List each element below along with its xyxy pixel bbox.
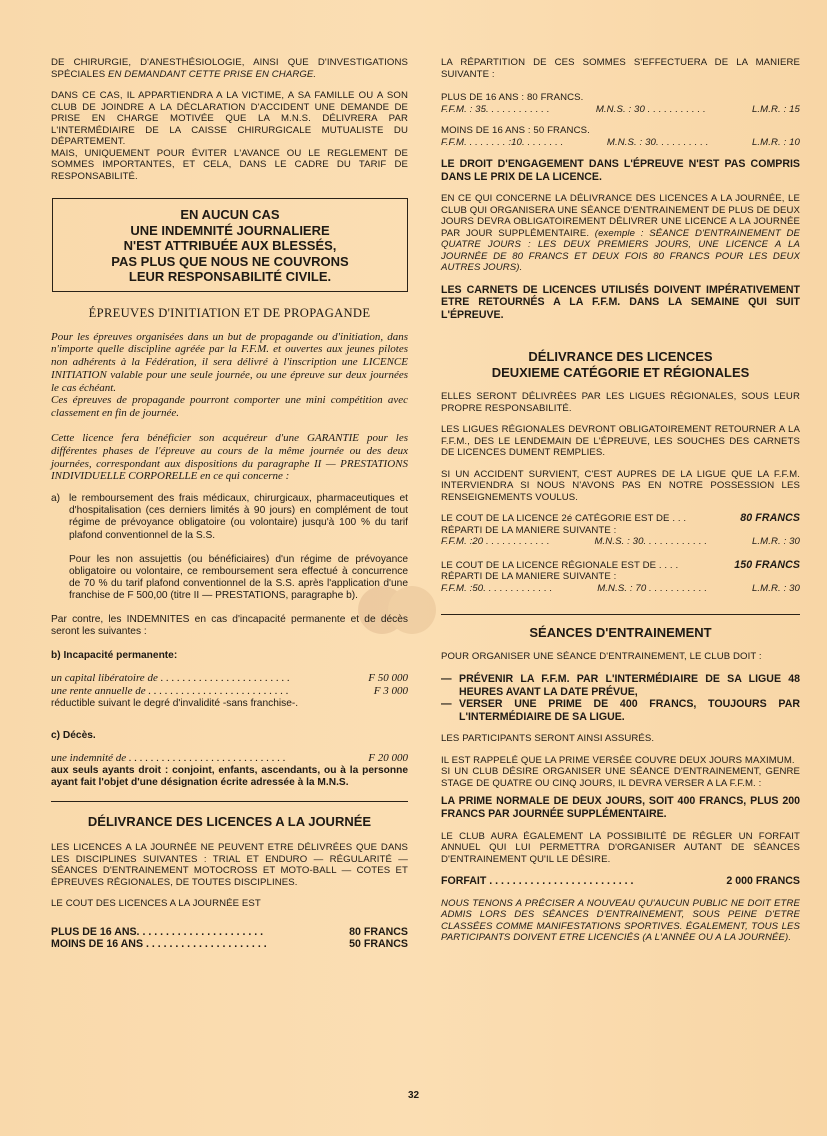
paragraph: Ces épreuves de propagande pourront comporter une mini compétition avec classement en fin de journée.: [51, 394, 408, 420]
paragraph: Pour les épreuves organisées dans un but de propagande ou d'initiation, dans n'importe quelle discipline agréée par la F.F.M. et ouvertes aux jeunes pilotes non adhérents à la Fédération, il sera délivré à l'inscription une LICENCE INITIATION valable pour une seule journée, ou une épreuve sur deux journées le cas échéant.: [51, 330, 408, 394]
paragraph: ELLES SERONT DÉLIVRÉES PAR LES LIGUES RÉGIONALES, SOUS LEUR PROPRE RESPONSABILITÉ.: [441, 391, 800, 414]
left-column: [51, 57, 408, 951]
paragraph: NOUS TENONS A PRÉCISER A NOUVEAU QU'AUCUN PUBLIC NE DOIT ETRE ADMIS LORS DES SÉANCES D'ENTRAINEMENT, SOUS PEINE D'ETRE CLASSÉES COMME MANIFESTATIONS SPORTIVES. ÉGALEMENT, TOUS LES PARTICIPANTS DOIVENT ETRE LICENCIÉS (A L'ANNÉE OU A LA JOURNÉE).: [441, 897, 800, 944]
section-heading-journee: DÉLIVRANCE DES LICENCES A LA JOURNÉE: [87, 814, 372, 830]
list-item: — VERSER UNE PRIME DE 400 FRANCS, TOUJOURS PAR L'INTERMÉDIAIRE DE SA LIGUE.: [441, 698, 800, 723]
list-item-a: a) le remboursement des frais médicaux, chirurgicaux, pharmaceutiques et d'hospitalisation (ces derniers limités à 90 jours) en complément de tout régime de prévoyance obligatoire (ou volontaire) jusqu'à 100 % du tarif plafond conventionnel de la S.S.: [51, 493, 408, 541]
paragraph: LE COUT DES LICENCES A LA JOURNÉE EST: [51, 898, 261, 910]
right-column: [441, 57, 800, 944]
paragraph: DANS CE CAS, IL APPARTIENDRA A LA VICTIME, A SA FAMILLE OU A SON CLUB DE JOINDRE A LA DÉCLARATION D'ACCIDENT UNE DEMANDE DE PRISE EN CHARGE MOTIVÉE QUE LA M.N.S. DÉLIVRERA PAR L'INTERMÉDIAIRE DE LA CAISSE CHIRURGICALE MUTUALISTE DU DÉPARTEMENT.: [51, 90, 408, 147]
price-row: PLUS DE 16 ANS. . . . . . . . . . . . . . . . . . . . . . 80 FRANCS: [51, 925, 408, 938]
warning-line: UNE INDEMNITÉ JOURNALIERE: [130, 222, 330, 238]
subheading-deces: c) Décès.: [51, 729, 96, 741]
paragraph: IL EST RAPPELÉ QUE LA PRIME VERSÉE COUVRE DEUX JOURS MAXIMUM.: [441, 754, 795, 766]
paragraph: LA RÉPARTITION DE CES SOMMES S'EFFECTUERA DE LA MANIERE SUIVANTE :: [441, 57, 800, 80]
section-heading-regionales-sub: DEUXIEME CATÉGORIE ET RÉGIONALES: [491, 365, 750, 381]
warning-line: PAS PLUS QUE NOUS NE COUVRONS: [111, 253, 349, 269]
paragraph: LA PRIME NORMALE DE DEUX JOURS, SOIT 400 FRANCS, PLUS 200 FRANCS PAR JOURNÉE SUPPLÉMENTAIRE.: [441, 795, 800, 820]
page-number: 32: [407, 1090, 420, 1101]
paragraph: LE CLUB AURA ÉGALEMENT LA POSSIBILITÉ DE RÉGLER UN FORFAIT ANNUEL QUI LUI PERMETTRA D'ORGANISER AUTANT DE SÉANCES D'ENTRAINEMENT QU'IL LE DÉSIRE.: [441, 830, 800, 865]
distribution-row: F.F.M. :50. . . . . . . . . . . . . M.N.S. : 70 . . . . . . . . . . . L.M.R. : 30: [441, 582, 800, 594]
distribution-row: F.F.M. : 35. . . . . . . . . . . . M.N.S. : 30 . . . . . . . . . . . L.M.R. : 15: [441, 103, 800, 115]
distribution-row: F.F.M. . . . . . . . :10. . . . . . . . M.N.S. : 30. . . . . . . . . . L.M.R. : 10: [441, 136, 800, 148]
paragraph: Cette licence fera bénéficier son acquéreur d'une GARANTIE pour les différentes phases de l'épreuve au cours de la même journée ou des deux journées, correspondant aux dispositions du paragraphe II — PRESTATIONS INDIVIDUELLE CORPORELLE en ce qui concerne :: [51, 432, 408, 483]
paragraph: Pour les non assujettis (ou bénéficiaires) d'un régime de prévoyance obligatoire ou volontaire, ce remboursement sera effectué à concurrence de 70 % du tarif plafond conventionnel de la S.S. après l'application d'une franchise de F 500,00 (titre II — PRESTATIONS, paragraphe b).: [69, 553, 408, 601]
section-heading-initiation: ÉPREUVES D'INITIATION ET DE PROPAGANDE: [88, 305, 371, 320]
paragraph: MOINS DE 16 ANS : 50 FRANCS.: [441, 125, 590, 136]
warning-line: N'EST ATTRIBUÉE AUX BLESSÉS,: [123, 238, 337, 253]
paragraph: SI UN ACCIDENT SURVIENT, C'EST AUPRES DE LA LIGUE QUE LA F.F.M. INTERVIENDRA SI NOUS N'AVONS PAS EN NOTRE POSSESSION LES RENSEIGNEMENTS VOULUS.: [441, 468, 800, 503]
paragraph: RÉPARTI DE LA MANIERE SUIVANTE :: [441, 524, 617, 536]
licence-cost-row: LE COUT DE LA LICENCE 2é CATÉGORIE EST DE . . . 80 FRANCS: [441, 512, 800, 525]
paragraph: LES CARNETS DE LICENCES UTILISÉS DOIVENT IMPÉRATIVEMENT ETRE RETOURNÉS A LA F.F.M. DANS LA SEMAINE QUI SUIT L'ÉPREUVE.: [441, 283, 800, 321]
list-item: — PRÉVENIR LA F.F.M. PAR L'INTERMÉDIAIRE DE SA LIGUE 48 HEURES AVANT LA DATE PRÉVUE,: [441, 672, 800, 698]
warning-line: EN AUCUN CAS: [180, 207, 280, 222]
paragraph: POUR ORGANISER UNE SÉANCE D'ENTRAINEMENT, LE CLUB DOIT :: [441, 651, 762, 663]
warning-line: LEUR RESPONSABILITÉ CIVILE.: [128, 269, 332, 284]
paragraph: SI UN CLUB DÉSIRE ORGANISER UNE SÉANCE D'ENTRAINEMENT, GENRE STAGE DE QUATRE OU CINQ JOURS, IL DEVRA VERSER A LA F.F.M. :: [441, 766, 800, 789]
paragraph: PLUS DE 16 ANS : 80 FRANCS.: [441, 92, 584, 103]
indemnity-row: une indemnité de . . . . . . . . . . . . . . . . . . . . . . . . . . . . . F 20 000: [51, 752, 408, 765]
paragraph: EN CE QUI CONCERNE LA DÉLIVRANCE DES LICENCES A LA JOURNÉE, LE CLUB QUI ORGANISERA UNE SÉANCE D'ENTRAINEMENT DE PLUS DE DEUX JOURS DEVRA OBLIGATOIREMENT DÉLIVRER UNE LICENCE A LA JOURNÉE PAR JOUR SUPPLÉMENTAIRE. (exemple : SÉANCE D'ENTRAINEMENT DE QUATRE JOURS : LES DEUX PREMIERS JOURS, UNE LICENCE A LA JOURNÉE DE 80 FRANCS ET DEUX FOIS 80 FRANCS POUR LES DEUX AUTRES JOURS).: [441, 193, 801, 274]
section-heading-regionales: DÉLIVRANCE DES LICENCES: [528, 349, 713, 365]
indemnity-row: une rente annuelle de . . . . . . . . . . . . . . . . . . . . . . . . . . F 3 000: [51, 685, 408, 698]
paragraph: MAIS, UNIQUEMENT POUR ÉVITER L'AVANCE OU LE REGLEMENT DE SOMMES IMPORTANTES, ET CELA, DANS LE CADRE DU TARIF DE RESPONSABILITÉ.: [51, 147, 408, 182]
warning-box: [52, 198, 408, 292]
distribution-row: F.F.M. :20 . . . . . . . . . . . . M.N.S. : 30. . . . . . . . . . . . L.M.R. : 30: [441, 536, 800, 548]
divider: [441, 614, 800, 615]
paragraph: réductible suivant le degré d'invalidité -sans franchise-.: [51, 697, 299, 709]
divider: [51, 801, 408, 802]
indemnity-row: un capital libératoire de . . . . . . . . . . . . . . . . . . . . . . . . F 50 000: [51, 672, 408, 685]
paragraph: LE DROIT D'ENGAGEMENT DANS L'ÉPREUVE N'EST PAS COMPRIS DANS LE PRIX DE LA LICENCE.: [441, 158, 800, 183]
forfait-row: FORFAIT . . . . . . . . . . . . . . . . . . . . . . . . . 2 000 FRANCS: [441, 875, 800, 888]
section-heading-seances: SÉANCES D'ENTRAINEMENT: [529, 625, 712, 641]
paragraph: LES PARTICIPANTS SERONT AINSI ASSURÉS.: [441, 733, 655, 745]
paragraph: LES LICENCES A LA JOURNÉE NE PEUVENT ETRE DÉLIVRÉES QUE DANS LES DISCIPLINES SUIVANTES : TRIAL ET ENDURO — RÉGULARITÉ — SÉANCES D'ENTRAINEMENT MOTOCROSS ET MOTO-BALL — COTES ET ÉPREUVES RÉGIONALES, DE TOUTES DISCIPLINES.: [51, 842, 408, 888]
paragraph: Par contre, les INDEMNITES en cas d'incapacité permanente et de décès seront les suivantes :: [51, 614, 408, 638]
paragraph: RÉPARTI DE LA MANIERE SUIVANTE :: [441, 571, 617, 583]
subheading-incapacite: b) Incapacité permanente:: [51, 650, 178, 662]
paragraph: LES LIGUES RÉGIONALES DEVRONT OBLIGATOIREMENT RETOURNER A LA F.F.M., DES LE LENDEMAIN DE L'ÉPREUVE, LES SOUCHES DES CARNETS DE LICENCES DUMENT REMPLIES.: [441, 424, 800, 459]
paragraph: aux seuls ayants droit : conjoint, enfants, ascendants, ou à la personne ayant fait l'objet d'une désignation écrite adressée à la M.N.S.: [51, 764, 408, 788]
price-row: MOINS DE 16 ANS . . . . . . . . . . . . . . . . . . . . . 50 FRANCS: [51, 938, 408, 951]
licence-cost-row: LE COUT DE LA LICENCE RÉGIONALE EST DE . . . . 150 FRANCS: [441, 558, 800, 571]
paragraph: DE CHIRURGIE, D'ANESTHÉSIOLOGIE, AINSI QUE D'INVESTIGATIONS SPÉCIALES EN DEMANDANT CETTE PRISE EN CHARGE.: [51, 57, 408, 80]
